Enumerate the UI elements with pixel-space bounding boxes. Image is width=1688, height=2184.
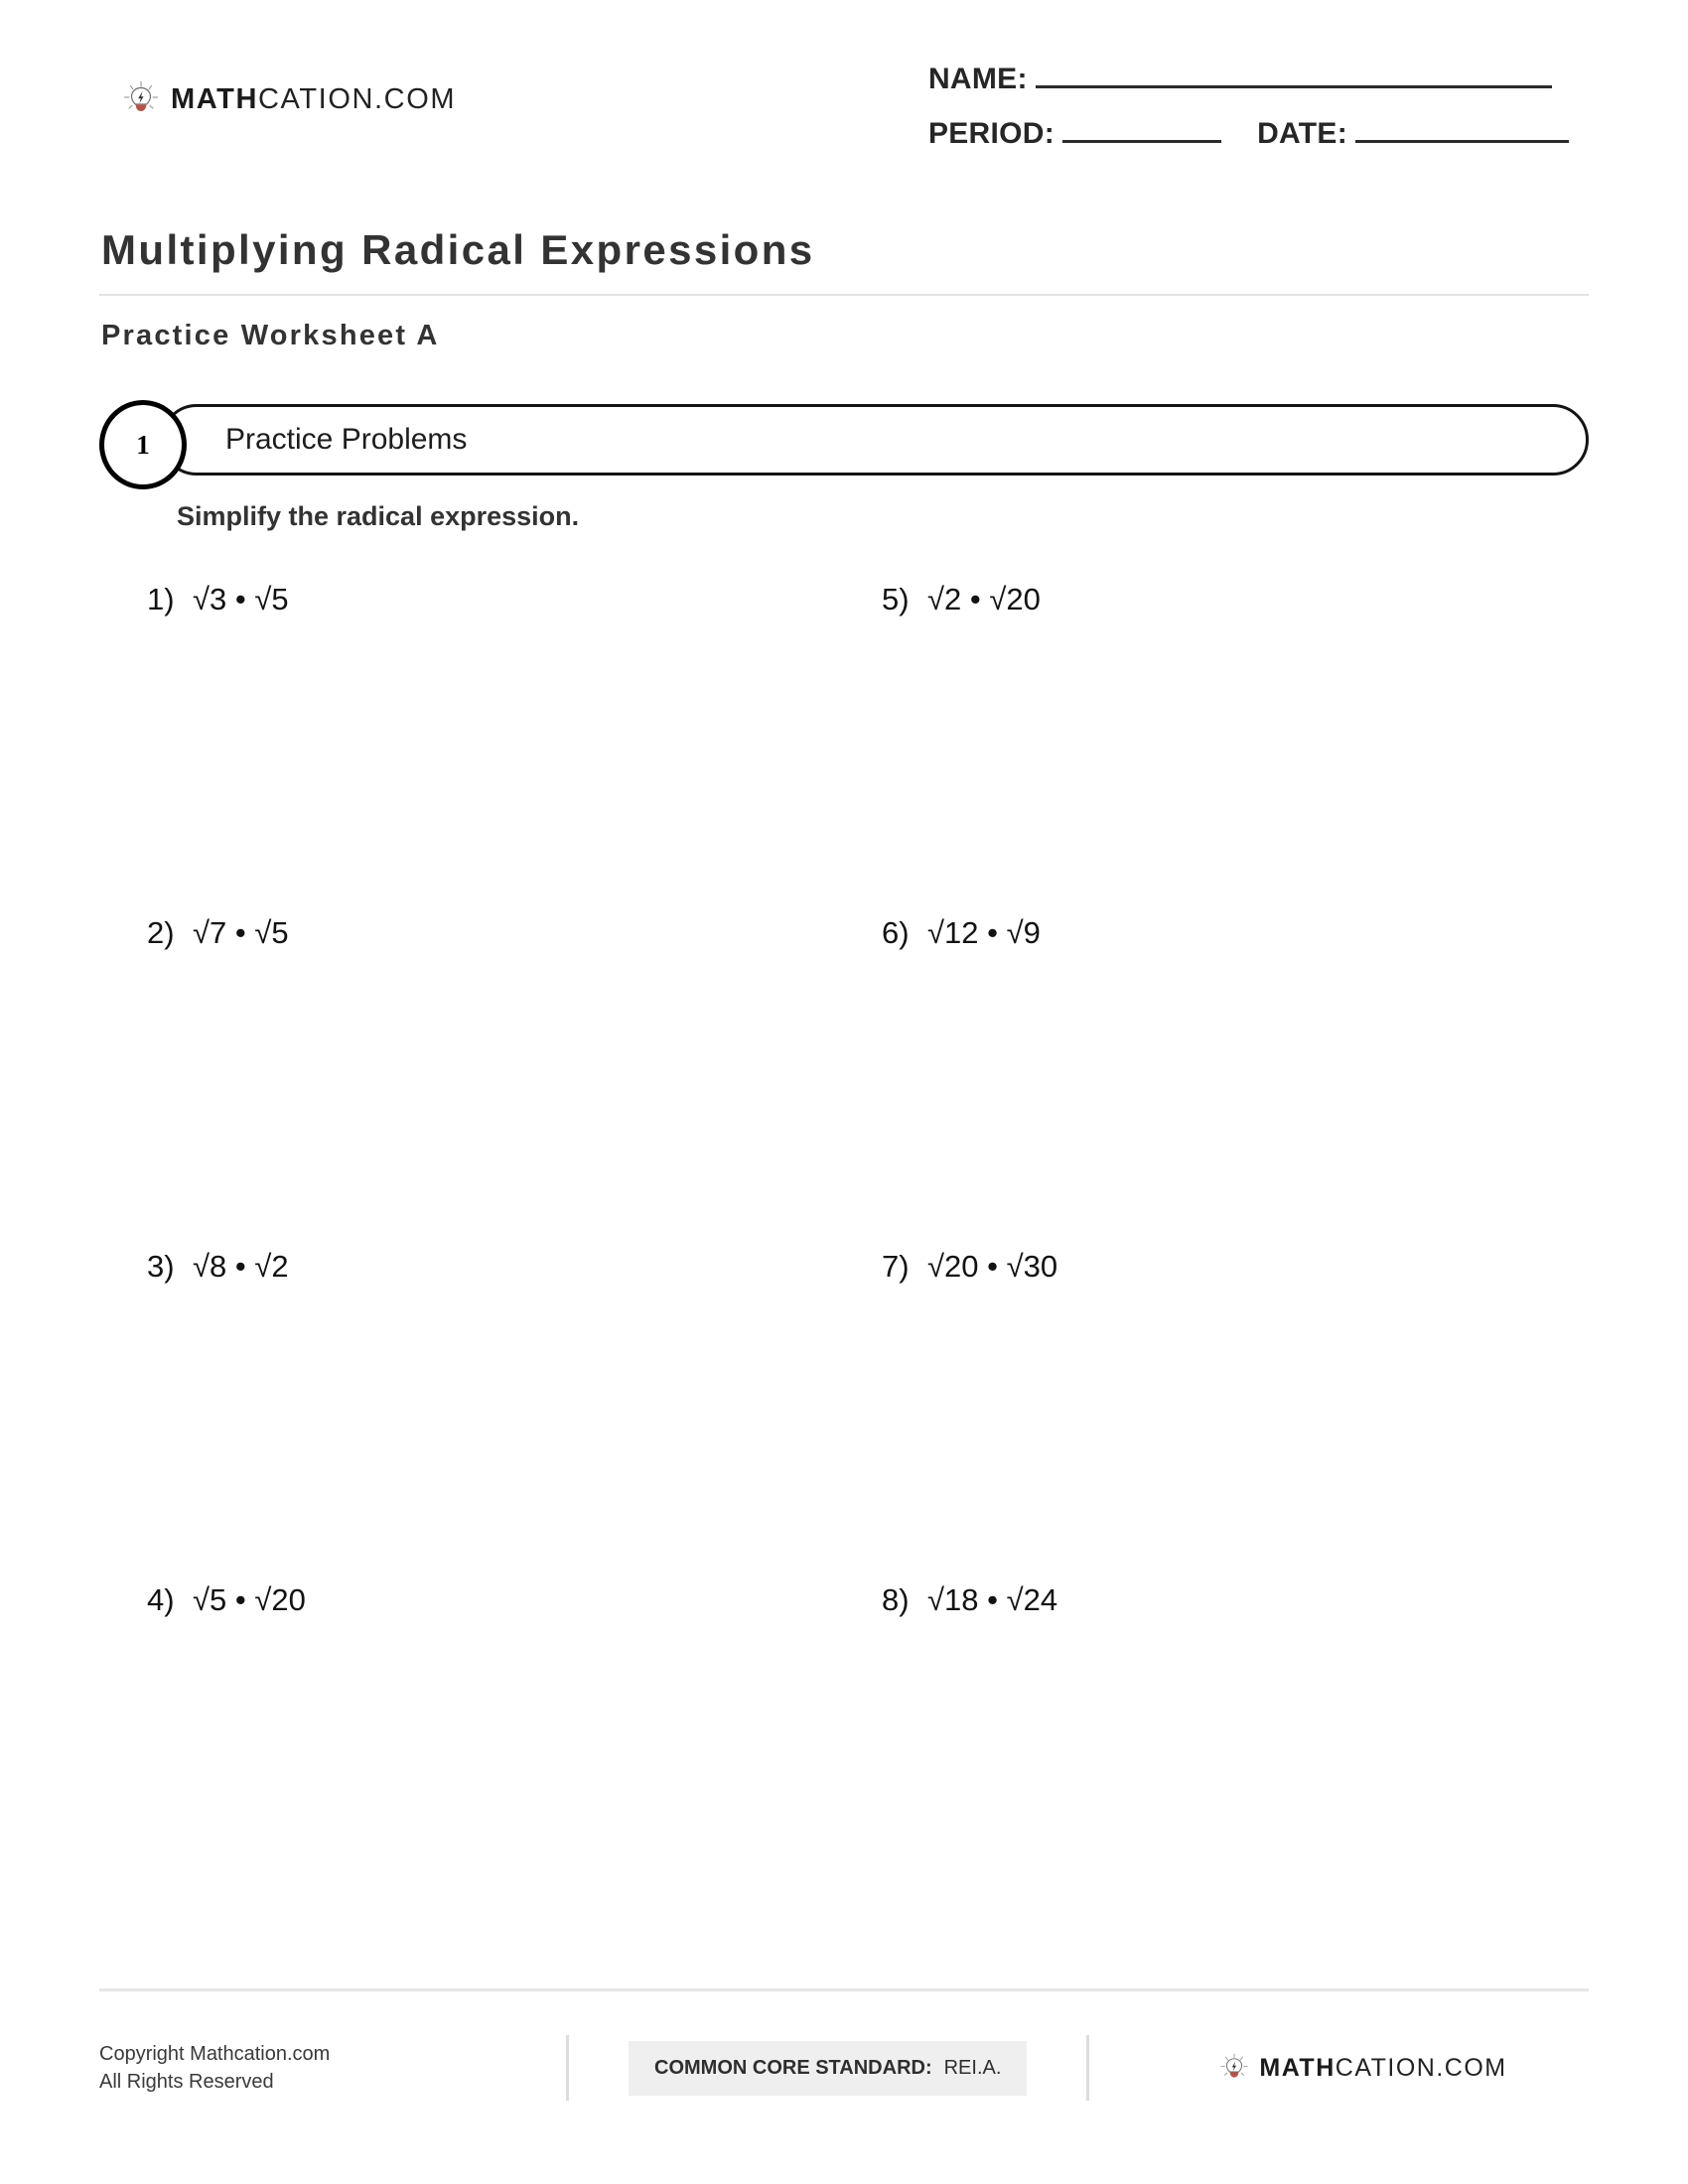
problem-text	[147, 915, 834, 951]
problem-text	[882, 915, 1589, 951]
brand-name	[171, 83, 456, 116]
section-pill	[161, 404, 1589, 476]
name-input[interactable]	[1036, 62, 1552, 88]
copyright-block	[99, 2040, 566, 2097]
problem-number: 1)	[147, 582, 175, 616]
name-label: NAME:	[927, 63, 1028, 95]
period-label: PERIOD:	[927, 117, 1055, 150]
problem-expression: √8 • √2	[193, 1249, 289, 1284]
problem-text	[882, 1582, 1589, 1618]
problem-item	[834, 576, 1589, 909]
problem-expression: √5 • √20	[193, 1582, 306, 1617]
problem-text	[147, 582, 834, 617]
problem-text	[147, 1249, 834, 1285]
problem-number: 8)	[882, 1582, 910, 1617]
section-number: 1	[136, 429, 150, 460]
page-subtitle: Practice Worksheet A	[101, 320, 440, 351]
problem-item	[834, 1576, 1589, 1910]
footer-separator-right	[1086, 2035, 1089, 2101]
name-field-row	[928, 62, 1569, 96]
section-instruction: Simplify the radical expression.	[177, 501, 580, 531]
copyright-line-1: Copyright Mathcation.com	[99, 2042, 331, 2065]
footer-separator-left	[566, 2035, 569, 2101]
problem-expression: √12 • √9	[927, 915, 1041, 950]
copyright-line-2: All Rights Reserved	[99, 2071, 274, 2093]
date-input[interactable]	[1355, 116, 1569, 143]
period-date-field-row	[928, 116, 1569, 151]
problem-number: 7)	[882, 1249, 910, 1284]
problem-item	[99, 909, 834, 1243]
problem-item	[99, 1243, 834, 1576]
problem-text	[882, 1249, 1589, 1285]
lightbulb-icon	[1218, 2052, 1250, 2084]
footer-brand-name-bold: MATH	[1259, 2053, 1336, 2082]
page-header	[99, 0, 1589, 171]
problem-number: 6)	[882, 915, 910, 950]
standard-badge	[629, 2041, 1027, 2096]
problem-item	[834, 909, 1589, 1243]
problem-expression: √18 • √24	[927, 1582, 1058, 1617]
problem-text	[882, 582, 1589, 617]
problem-item	[99, 576, 834, 909]
section-banner	[99, 404, 1589, 476]
lightbulb-icon	[121, 79, 161, 119]
footer-brand-name-light: CATION.COM	[1335, 2053, 1507, 2082]
problem-number: 4)	[147, 1582, 175, 1617]
problem-expression: √3 • √5	[193, 582, 289, 616]
standard-label: COMMON CORE STANDARD:	[654, 2056, 932, 2079]
section-number-badge	[99, 400, 187, 489]
title-divider	[99, 294, 1589, 296]
problem-item	[834, 1243, 1589, 1576]
problem-expression: √7 • √5	[193, 915, 289, 950]
page-title: Multiplying Radical Expressions	[101, 226, 815, 273]
brand-name-bold: MATH	[171, 82, 259, 115]
problem-number: 2)	[147, 915, 175, 950]
footer-brand-logo	[1218, 2052, 1506, 2084]
brand-name-light: CATION.COM	[258, 82, 457, 115]
date-label: DATE:	[1257, 117, 1347, 150]
footer-content	[99, 2035, 1589, 2101]
problem-expression: √20 • √30	[927, 1249, 1058, 1284]
brand-logo	[121, 79, 456, 119]
student-fields	[928, 58, 1569, 171]
problem-number: 3)	[147, 1249, 175, 1284]
period-input[interactable]	[1062, 116, 1221, 143]
problem-expression: √2 • √20	[927, 582, 1041, 616]
problem-number: 5)	[882, 582, 910, 616]
page-footer	[99, 1988, 1589, 2101]
section-title: Practice Problems	[225, 423, 468, 456]
standard-value: REI.A.	[943, 2056, 1002, 2079]
common-core-standard	[629, 2041, 1027, 2096]
problem-text	[147, 1582, 834, 1618]
problem-item	[99, 1576, 834, 1910]
footer-brand-name	[1259, 2054, 1506, 2083]
problem-grid	[99, 576, 1589, 1910]
footer-divider	[99, 1988, 1589, 1991]
